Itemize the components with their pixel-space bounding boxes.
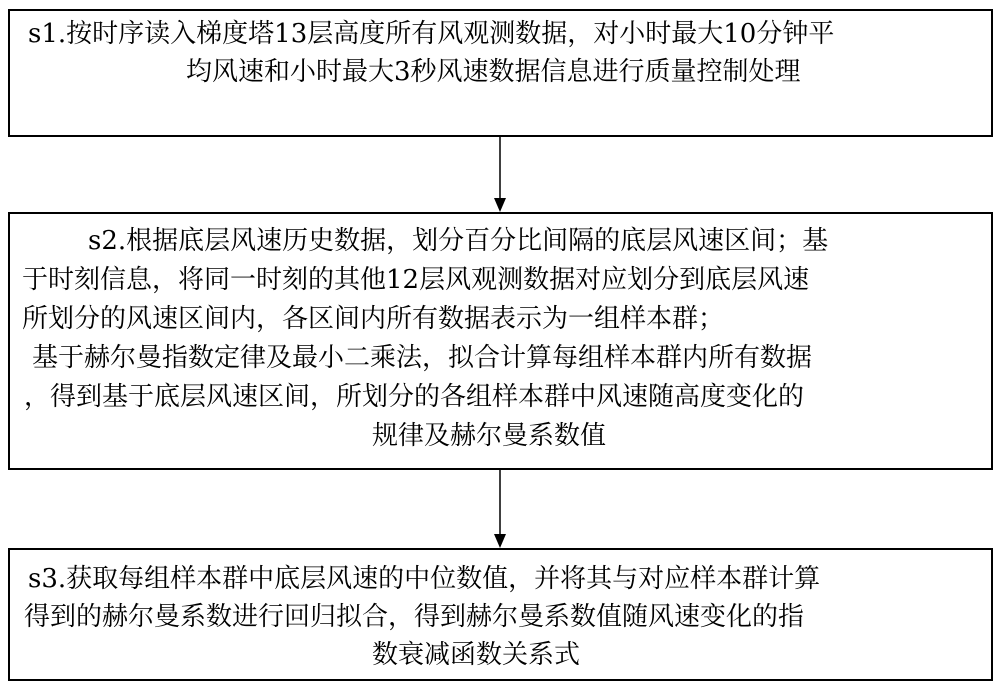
step-s1-line-1: s1.按时序读入梯度塔13层高度所有风观测数据，对小时最大10分钟平 [28, 19, 835, 49]
step-s2-line-2: 于时刻信息，将同一时刻的其他12层风观测数据对应划分到底层风速 [22, 265, 810, 295]
arrow-s2-to-s3 [494, 470, 506, 548]
step-s3-line-3: 数衰减函数关系式 [372, 640, 581, 670]
step-s2-line-5: ，得到基于底层风速区间，所划分的各组样本群中风速随高度变化的 [24, 382, 805, 412]
arrow-s1-to-s2 [494, 137, 506, 212]
step-s1-box [8, 9, 993, 137]
step-s3-line-1: s3.获取每组样本群中底层风速的中位数值，并将其与对应样本群计算 [28, 564, 821, 594]
step-s3-line-2: 得到的赫尔曼系数进行回归拟合，得到赫尔曼系数值随风速变化的指 [24, 602, 805, 632]
step-s1-line-2: 均风速和小时最大3秒风速数据信息进行质量控制处理 [186, 57, 801, 87]
step-s2-line-4: 基于赫尔曼指数定律及最小二乘法，拟合计算每组样本群内所有数据 [32, 343, 813, 373]
step-s2-box [8, 212, 993, 470]
step-s2-line-3: 所划分的风速区间内，各区间内所有数据表示为一组样本群； [22, 304, 725, 334]
step-s2-line-6: 规律及赫尔曼系数值 [372, 421, 607, 451]
step-s2-line-1: s2.根据底层风速历史数据，划分百分比间隔的底层风速区间；基 [88, 226, 829, 256]
arrow-s1-s2-head [494, 198, 506, 212]
step-s3-box [8, 548, 993, 681]
arrow-s2-s3-head [494, 534, 506, 548]
